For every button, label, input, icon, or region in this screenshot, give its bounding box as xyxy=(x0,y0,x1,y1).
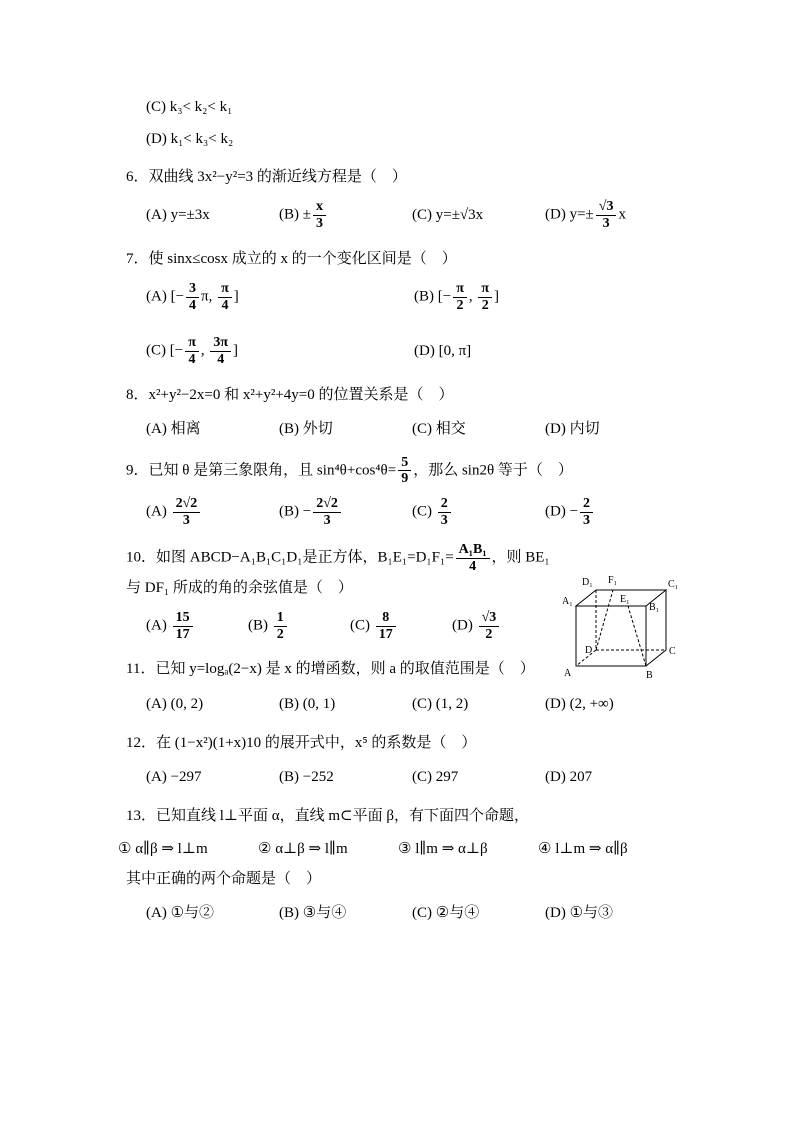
option-d: (D) (2, +∞) xyxy=(545,695,614,712)
option-a: (A) (0, 2) xyxy=(146,695,204,712)
question-7-options xyxy=(126,281,678,368)
option-b: (B) ± $\frac{x}{3}$ xyxy=(279,199,412,231)
option-c: (C) 297 xyxy=(412,768,459,785)
option-a: (A) [− $\frac{3}{4}$ π, $\frac{\pi}{4}$ ] xyxy=(146,280,239,313)
vertex-label: C₁ xyxy=(668,579,679,591)
question-13-stem: 13．已知直线 l⊥平面 α，直线 m⊂平面 β，有下面四个命题， xyxy=(126,807,530,824)
vertex-label: D₁ xyxy=(582,577,593,589)
option-c: (C) ②与④ xyxy=(412,905,480,922)
vertex-label: D xyxy=(585,645,593,657)
question-13-options xyxy=(126,901,678,925)
question-10-stem: 10．如图 ABCD−A₁B₁C₁D₁是正方体，B₁E₁=D₁F₁= $\frac{\text{A₁B₁}}{4}$ ，则 BE₁ 与 DF₁ 所成的角的余弦值是（ ） xyxy=(126,542,550,596)
vertex-label: A xyxy=(564,668,572,680)
option-d: (D) 207 xyxy=(545,768,593,785)
option-a: (A) −297 xyxy=(146,768,202,785)
vertex-label: A₁ xyxy=(562,596,573,608)
question-12-options xyxy=(126,765,678,789)
question-12 xyxy=(126,730,678,789)
option-c: (C) $\frac{8}{17}$ xyxy=(350,610,452,642)
question-11-stem: 11．已知 y=logₐ(2−x) 是 x 的增函数，则 a 的取值范围是（ ） xyxy=(126,661,535,678)
option-b: (B) (0, 1) xyxy=(279,695,336,712)
vertex-label: E₁ xyxy=(620,594,630,606)
option-b: (B) $\frac{1}{2}$ xyxy=(248,610,350,642)
option-d: (D) [0, π] xyxy=(414,343,472,360)
question-7-stem: 7．使 sinx≤cosx 成立的 x 的一个变化区间是（ ） xyxy=(126,250,457,267)
segment-BE1 xyxy=(628,606,646,666)
option-b: (B) [− $\frac{\pi}{2}$ , $\frac{\pi}{2}$ ] xyxy=(414,280,500,313)
proposition-1: ① α∥β ⇒ l⊥m xyxy=(118,841,208,858)
option-a: (A) 相离 xyxy=(146,420,201,437)
vertex-label: B xyxy=(646,670,653,682)
option-d: (D) y=± $\frac{√3}{3}$ x xyxy=(545,199,626,231)
question-12-stem: 12．在 (1−x²)(1+x)10 的展开式中，x⁵ 的系数是（ ） xyxy=(126,734,477,751)
question-6-options xyxy=(126,199,678,231)
option-c: (C) 相交 xyxy=(412,420,466,437)
proposition-3: ③ l∥m ⇒ α⊥β xyxy=(398,841,488,858)
question-9 xyxy=(126,455,678,529)
cube-figure xyxy=(562,572,682,684)
vertex-label: C xyxy=(669,646,676,658)
option-a: (A) $\frac{15}{17}$ xyxy=(146,610,248,642)
option-d: (D) − $\frac{2}{3}$ xyxy=(545,496,678,528)
option-c: (C) $\frac{2}{3}$ xyxy=(412,496,545,528)
question-7 xyxy=(126,246,678,368)
question-13-propositions xyxy=(118,837,678,863)
question-8-stem: 8．x²+y²−2x=0 和 x²+y²+4y=0 的位置关系是（ ） xyxy=(126,386,454,403)
vertex-label: B₁ xyxy=(649,602,660,614)
option-d: (D) ①与③ xyxy=(545,905,614,922)
option-b: (B) −252 xyxy=(279,768,334,785)
vertex-label: F₁ xyxy=(608,575,618,587)
option-b: (B) − $\frac{2√2}{3}$ xyxy=(279,496,412,528)
option-c: (C) [− $\frac{\pi}{4}$ , $\frac{3\pi}{4}$ ] xyxy=(146,335,239,367)
question-6-stem: 6．双曲线 3x²−y²=3 的渐近线方程是（ ） xyxy=(126,169,407,185)
question5-option-d: (D) k₁< k₃< k₂ xyxy=(146,130,234,147)
question-6 xyxy=(126,164,678,232)
question-11-options xyxy=(126,692,678,716)
option-d: (D) $\frac{√3}{2}$ xyxy=(452,610,554,642)
question-8-options xyxy=(126,417,678,441)
option-a: (A) $\frac{2√2}{3}$ xyxy=(146,496,279,528)
cube-diagram xyxy=(562,572,682,684)
question-9-stem: 9．已知 θ 是第三象限角，且 sin⁴θ+cos⁴θ= $\frac{5}{9}$ ，那么 sin2θ 等于（ ） xyxy=(126,454,573,487)
question-8 xyxy=(126,382,678,441)
proposition-4: ④ l⊥m ⇒ α∥β xyxy=(538,841,628,858)
option-c: (C) y=±√3x xyxy=(412,207,484,224)
question5-option-c: (C) k₃< k₂< k₁ xyxy=(146,99,233,115)
question-13 xyxy=(118,803,678,925)
option-b: (B) ③与④ xyxy=(279,905,347,922)
segment-DF1 xyxy=(596,590,613,650)
question-9-options xyxy=(126,496,678,528)
option-a: (A) y=±3x xyxy=(146,207,210,224)
option-b: (B) 外切 xyxy=(279,420,333,437)
option-a: (A) ①与② xyxy=(146,905,215,922)
proposition-2: ② α⊥β ⇒ l∥m xyxy=(258,841,348,858)
option-d: (D) 内切 xyxy=(545,420,600,437)
option-c: (C) (1, 2) xyxy=(412,695,469,712)
question-13-followup: 其中正确的两个命题是（ ） xyxy=(126,870,322,887)
